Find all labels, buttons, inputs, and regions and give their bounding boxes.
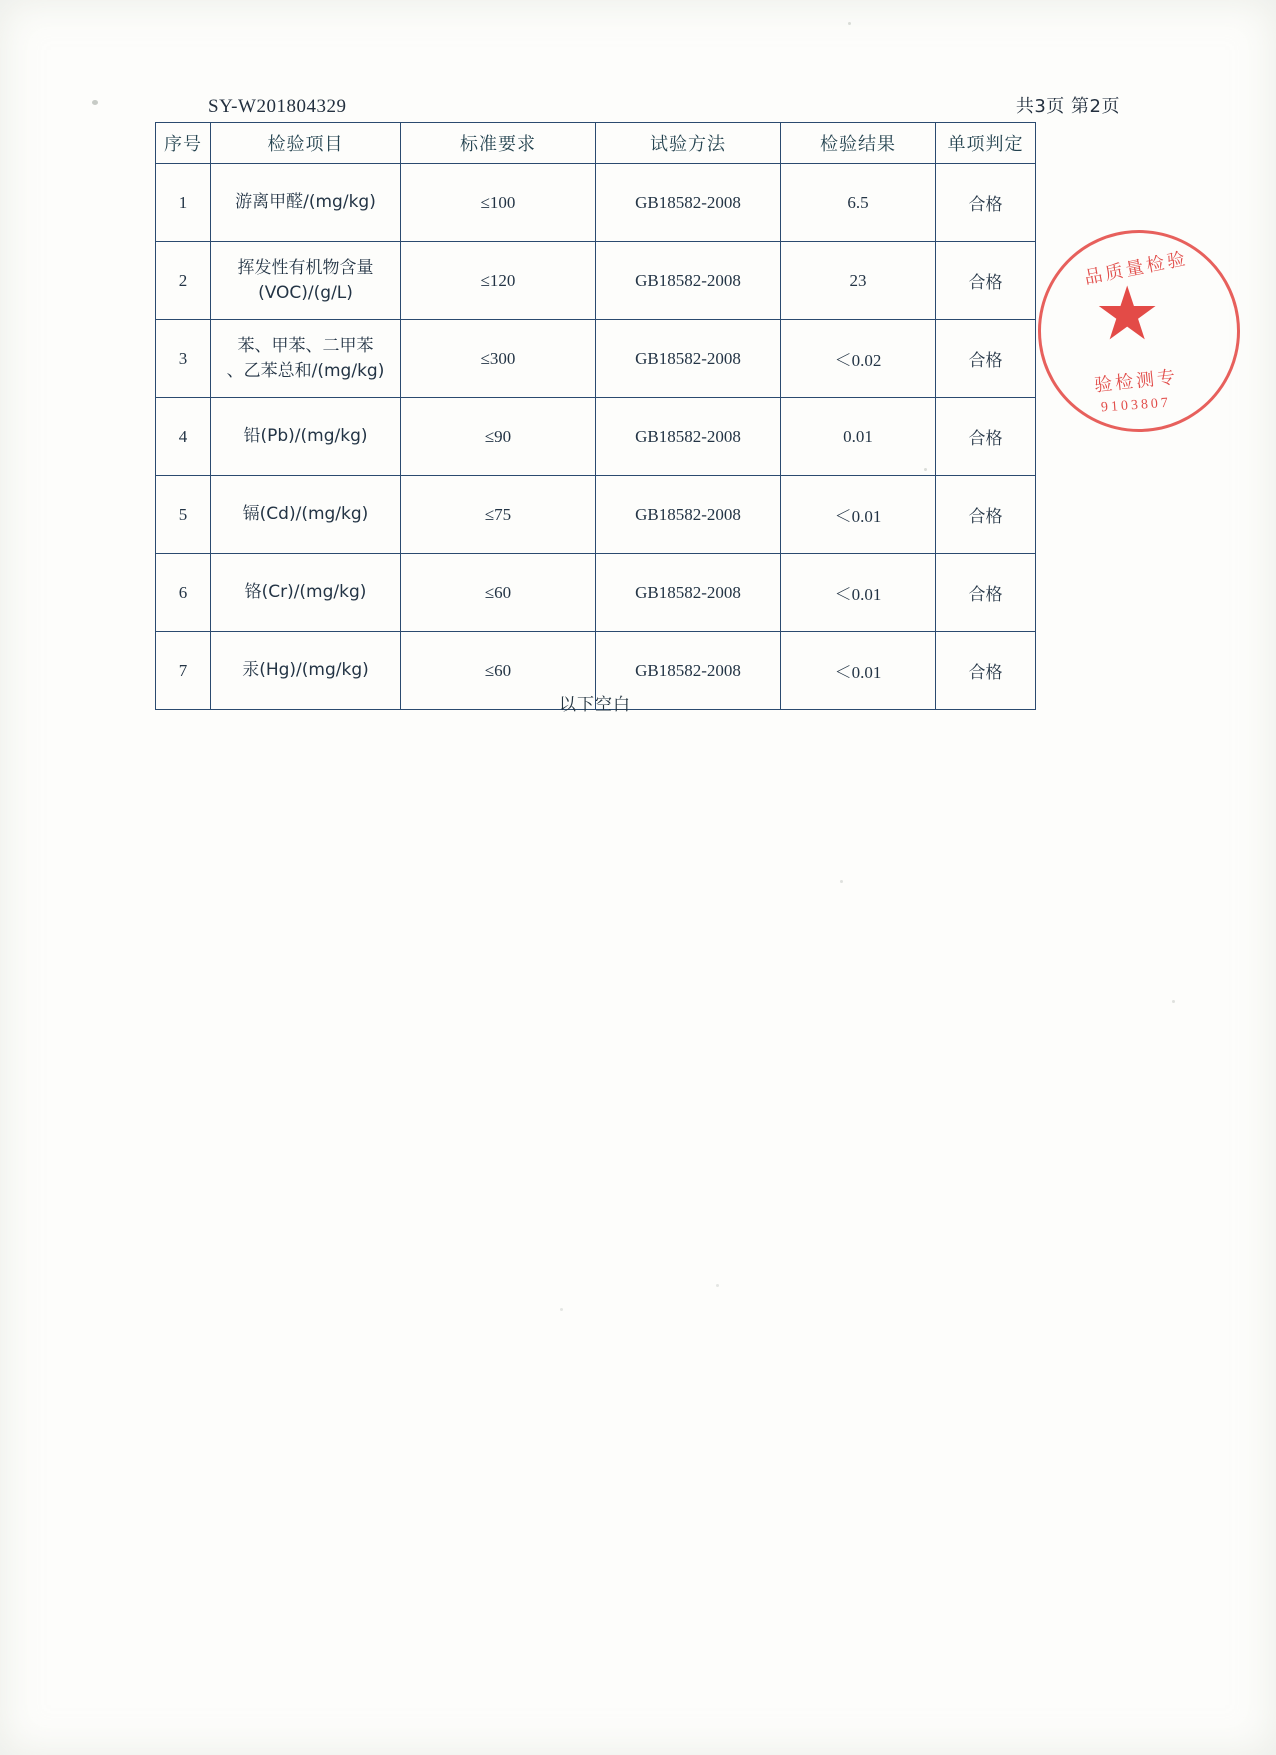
seal-code: 9103807: [1100, 395, 1172, 416]
row-result: ＜0.01: [781, 554, 936, 632]
row-judgement: 合格: [936, 554, 1036, 632]
scan-speck: [1172, 1000, 1175, 1003]
star-glyph: ★: [1094, 274, 1161, 356]
row-result: 23: [781, 242, 936, 320]
page-indicator: 共3页 第2页: [1015, 96, 1120, 117]
row-method: GB18582-2008: [596, 320, 781, 398]
row-index: 4: [156, 398, 211, 476]
scan-speck: [92, 100, 98, 105]
row-index: 6: [156, 554, 211, 632]
row-item-line1: 挥发性有机物含量: [237, 257, 374, 278]
document-header: [160, 92, 1120, 118]
row-index: 1: [156, 164, 211, 242]
row-item-line1: 苯、甲苯、二甲苯: [237, 335, 374, 356]
table-row: [156, 242, 1036, 320]
row-standard: ≤60: [401, 554, 596, 632]
scan-speck: [848, 22, 851, 25]
row-judgement: 合格: [936, 164, 1036, 242]
row-item-line1: 游离甲醛/(mg/kg): [235, 192, 376, 213]
column-header-item: 检验项目: [211, 123, 401, 164]
row-item: [211, 398, 401, 476]
scan-speck: [840, 880, 843, 883]
seal-ring: [1025, 217, 1253, 445]
row-method: GB18582-2008: [596, 242, 781, 320]
row-method: GB18582-2008: [596, 164, 781, 242]
scan-speck: [716, 1284, 719, 1287]
row-result: 6.5: [781, 164, 936, 242]
column-header-standard: 标准要求: [401, 123, 596, 164]
row-index: 3: [156, 320, 211, 398]
table-row: [156, 398, 1036, 476]
row-item-line2: (VOC)/(g/L): [258, 282, 353, 303]
row-judgement: 合格: [936, 242, 1036, 320]
row-judgement: 合格: [936, 632, 1036, 710]
row-result: ＜0.01: [781, 476, 936, 554]
report-number: SY-W201804329: [208, 96, 347, 117]
row-standard: ≤100: [401, 164, 596, 242]
row-item-line1: 铬(Cr)/(mg/kg): [244, 582, 367, 603]
row-result: ＜0.01: [781, 632, 936, 710]
column-header-result: 检验结果: [781, 123, 936, 164]
row-item-line1: 镉(Cd)/(mg/kg): [242, 504, 369, 525]
row-standard: ≤90: [401, 398, 596, 476]
row-item: [211, 320, 401, 398]
row-item-line1: 铅(Pb)/(mg/kg): [243, 426, 368, 447]
row-method: GB18582-2008: [596, 632, 781, 710]
row-standard: ≤75: [401, 476, 596, 554]
table-row: [156, 164, 1036, 242]
table-header-row: [156, 123, 1036, 164]
row-result: ＜0.02: [781, 320, 936, 398]
table-row: [156, 554, 1036, 632]
seal-bottom-text: 验检测专: [1093, 366, 1180, 397]
column-header-judgement: 单项判定: [936, 123, 1036, 164]
inspection-seal-stamp: [1030, 222, 1250, 442]
row-method: GB18582-2008: [596, 554, 781, 632]
scan-speck: [924, 468, 927, 471]
column-header-no: 序号: [156, 123, 211, 164]
table-row: [156, 476, 1036, 554]
row-standard: ≤120: [401, 242, 596, 320]
row-index: 2: [156, 242, 211, 320]
row-method: GB18582-2008: [596, 476, 781, 554]
row-item: [211, 476, 401, 554]
row-judgement: 合格: [936, 398, 1036, 476]
row-item: [211, 554, 401, 632]
table-row: [156, 320, 1036, 398]
row-judgement: 合格: [936, 320, 1036, 398]
row-method: GB18582-2008: [596, 398, 781, 476]
blank-below-note: 以下空白: [559, 695, 631, 715]
row-index: 5: [156, 476, 211, 554]
row-index: 7: [156, 632, 211, 710]
column-header-method: 试验方法: [596, 123, 781, 164]
test-results-table: [155, 122, 1036, 710]
row-item-line1: 汞(Hg)/(mg/kg): [242, 660, 369, 681]
row-judgement: 合格: [936, 476, 1036, 554]
scan-speck: [560, 1308, 563, 1311]
seal-top-text: 品质量检验: [1082, 248, 1190, 289]
row-standard: ≤300: [401, 320, 596, 398]
row-item: [211, 164, 401, 242]
row-item-line2: 、乙苯总和/(mg/kg): [226, 360, 385, 381]
row-result: 0.01: [781, 398, 936, 476]
row-standard: ≤60: [401, 632, 596, 710]
row-item: [211, 242, 401, 320]
